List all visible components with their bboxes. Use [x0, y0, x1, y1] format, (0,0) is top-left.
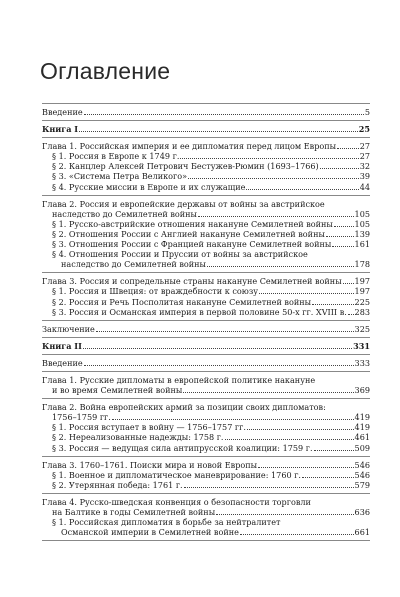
table-of-contents — [42, 103, 370, 541]
page-number: 546 — [354, 469, 370, 480]
toc-entry[interactable] — [42, 422, 370, 432]
page-number: 369 — [354, 385, 370, 396]
toc-entry[interactable] — [42, 171, 370, 181]
entry-title: § 2. Канцлер Алексей Петрович Бестужев-Рюмин (1693–1766) — [52, 161, 319, 172]
entry-title: § 1. Русско-австрийские отношения накануне Семилетней войны — [52, 218, 333, 229]
toc-entry[interactable] — [42, 470, 370, 480]
entry-title[interactable]: Глава 1. Русские дипломаты в европейской политике накануне — [42, 374, 316, 385]
dot-leader — [258, 467, 353, 468]
toc-entry[interactable] — [42, 239, 370, 249]
page-number: 461 — [354, 432, 370, 443]
page-number: 105 — [354, 218, 370, 229]
toc-entry[interactable] — [42, 141, 370, 151]
dot-leader — [334, 226, 354, 227]
entry-title: Введение — [42, 357, 83, 368]
toc-entry[interactable] — [42, 297, 370, 307]
page-number: 139 — [354, 228, 370, 239]
page-number: 44 — [359, 181, 370, 192]
dot-leader — [337, 148, 359, 149]
dot-leader — [247, 429, 354, 430]
page-number: 5 — [364, 107, 370, 117]
toc-entry[interactable] — [42, 124, 370, 134]
dot-leader — [246, 189, 358, 190]
entry-title: § 1. Россия в Европе к 1749 г. — [52, 151, 180, 162]
entry-title: Книга I — [42, 124, 79, 135]
entry-title[interactable]: Глава 2. Война европейских армий за позиции своих дипломатов: — [42, 402, 326, 413]
page-number: 333 — [354, 357, 370, 368]
page-number: 546 — [354, 459, 370, 470]
toc-entry[interactable] — [42, 443, 370, 453]
dot-leader — [216, 514, 353, 515]
dot-leader — [348, 314, 354, 315]
dot-leader — [314, 450, 354, 451]
entry-title: § 3. Россия и Османская империя в первой половине 50-х гг. XVIII в. — [52, 306, 347, 317]
entry-title: Введение — [42, 107, 83, 117]
entry-title: и во время Семилетней войны — [52, 385, 183, 396]
toc-entry[interactable] — [42, 151, 370, 161]
toc-entry[interactable] — [42, 358, 370, 368]
entry-title[interactable]: Глава 2. Россия и европейские державы от войны за австрийское — [42, 198, 325, 209]
toc-entry[interactable] — [42, 229, 370, 239]
entry-title: Книга II — [42, 340, 82, 351]
entry-title: § 4. Русские миссии в Европе и их служащие — [52, 181, 246, 192]
entry-title[interactable]: § 4. Отношения России и Пруссии от войны за австрийское — [52, 249, 308, 260]
page-number: 178 — [354, 259, 370, 270]
dot-leader — [112, 419, 354, 420]
toc-entry[interactable] — [42, 209, 370, 219]
dot-leader — [96, 331, 354, 332]
page-number: 105 — [354, 208, 370, 219]
dot-leader — [183, 392, 353, 393]
page-number: 39 — [359, 171, 370, 182]
dot-leader — [79, 131, 358, 132]
toc-entry[interactable] — [42, 276, 370, 286]
dot-leader — [302, 477, 354, 478]
entry-title: 1756–1759 гг. — [52, 412, 111, 423]
page-number: 197 — [354, 276, 370, 287]
entry-title: Османской империи в Семилетней войне — [61, 527, 239, 538]
toc-block-b2-chapter2 — [42, 398, 370, 455]
page-number: 27 — [359, 141, 370, 152]
entry-title: § 2. Отношения России с Англией накануне Семилетней войны — [52, 228, 325, 239]
toc-block-intro — [42, 103, 370, 120]
entry-title: на Балтике в годы Семилетней войны — [52, 507, 216, 517]
toc-block-b2-chapter3 — [42, 456, 370, 493]
entry-title: Глава 3. Россия и сопредельные страны накануне Семилетней войны — [42, 276, 342, 287]
toc-entry[interactable] — [42, 324, 370, 334]
toc-entry[interactable] — [42, 507, 370, 517]
entry-title: § 2. Утерянная победа: 1761 г. — [52, 479, 183, 490]
entry-title: § 3. Отношения России с Францией накануне Семилетней войны — [52, 239, 332, 250]
dot-leader — [84, 114, 364, 115]
page-number: 197 — [354, 286, 370, 297]
dot-leader — [83, 348, 352, 349]
toc-block-b2-chapter4 — [42, 493, 370, 541]
entry-title: § 2. Россия и Речь Посполитая накануне Семилетней войны — [52, 296, 312, 307]
dot-leader — [259, 293, 354, 294]
page-number: 331 — [353, 340, 370, 351]
dot-leader — [332, 246, 353, 247]
entry-title: § 1. Военное и дипломатическое маневрирование: 1760 г. — [52, 469, 302, 480]
entry-title: § 1. Россия и Швеция: от враждебности к союзу — [52, 286, 259, 297]
page-number: 579 — [354, 479, 370, 490]
toc-entry[interactable] — [42, 286, 370, 296]
page-number: 32 — [359, 161, 370, 172]
entry-title: Заключение — [42, 323, 95, 334]
page-number: 27 — [359, 151, 370, 162]
page-title: Оглавление — [40, 58, 171, 84]
page-number: 161 — [354, 239, 370, 250]
toc-entry[interactable] — [42, 480, 370, 490]
dot-leader — [84, 365, 354, 366]
page-number: 283 — [354, 306, 370, 317]
dot-leader — [343, 283, 354, 284]
toc-block-b2-chapter1 — [42, 371, 370, 398]
toc-entry[interactable] — [42, 527, 370, 537]
toc-entry[interactable] — [42, 307, 370, 317]
page-number: 325 — [354, 323, 370, 334]
entry-title[interactable]: § 1. Российская дипломатия в борьбе за нейтралитет — [52, 517, 281, 528]
toc-block-intro2 — [42, 354, 370, 371]
toc-entry[interactable] — [42, 161, 370, 171]
toc-entry[interactable] — [42, 107, 370, 117]
dot-leader — [188, 178, 359, 179]
page-number: 25 — [358, 124, 370, 135]
page-number: 419 — [354, 422, 370, 433]
dot-leader — [320, 168, 359, 169]
toc-block-book1 — [42, 120, 370, 137]
toc-block-chapter2 — [42, 195, 370, 273]
dot-leader — [326, 236, 354, 237]
toc-block-conclusion — [42, 320, 370, 337]
toc-entry[interactable] — [42, 219, 370, 229]
entry-title[interactable]: Глава 4. Русско-шведская конвенция о безопасности торговли — [42, 496, 311, 507]
toc-entry[interactable] — [42, 182, 370, 192]
toc-entry[interactable] — [42, 385, 370, 395]
dot-leader — [225, 439, 354, 440]
page-number: 419 — [354, 412, 370, 423]
dot-leader — [207, 266, 354, 267]
toc-entry[interactable] — [42, 259, 370, 269]
entry-title: Глава 3. 1760–1761. Поиски мира и новой Европы — [42, 459, 258, 470]
toc-block-chapter1 — [42, 137, 370, 194]
toc-entry[interactable] — [42, 460, 370, 470]
entry-title: § 3. Россия — ведущая сила антипрусской коалиции: 1759 г. — [52, 442, 313, 453]
entry-title: § 3. «Система Петра Великого» — [52, 171, 188, 182]
toc-entry[interactable] — [42, 432, 370, 442]
dot-leader — [198, 216, 354, 217]
toc-block-book2 — [42, 337, 370, 354]
dot-leader — [312, 304, 353, 305]
dot-leader — [184, 487, 354, 488]
entry-title: наследство до Семилетней войны — [52, 208, 198, 219]
entry-title: § 2. Нереализованные надежды: 1758 г. — [52, 432, 224, 443]
dot-leader — [240, 534, 354, 535]
entry-title: § 1. Россия вступает в войну — 1756–1757 гг. — [52, 422, 246, 433]
page-number: 661 — [354, 527, 370, 538]
page-number: 509 — [354, 442, 370, 453]
toc-block-chapter3 — [42, 272, 370, 319]
entry-title: Глава 1. Российская империя и ее дипломатия перед лицом Европы — [42, 141, 337, 152]
toc-entry[interactable] — [42, 341, 370, 351]
entry-title: наследство до Семилетней войны — [61, 259, 207, 270]
dot-leader — [180, 158, 358, 159]
page-number: 225 — [354, 296, 370, 307]
page-number: 636 — [354, 507, 370, 517]
toc-entry[interactable] — [42, 412, 370, 422]
